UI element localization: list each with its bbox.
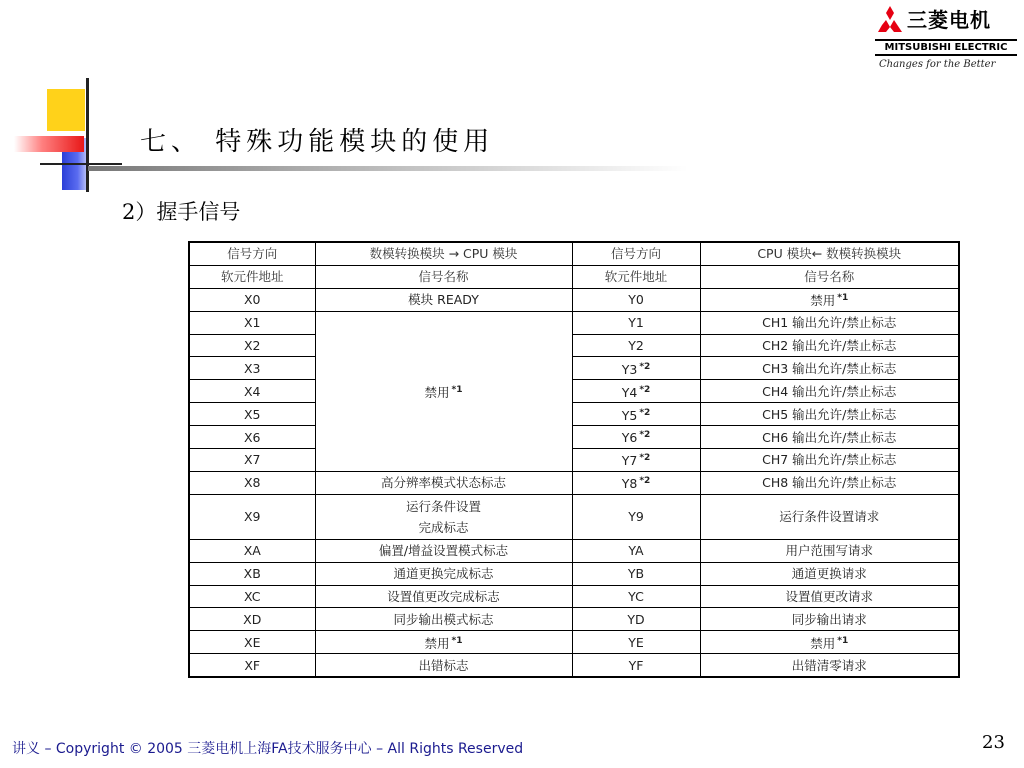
y-signal-name: 出错清零请求 <box>700 654 959 677</box>
subheader-cell: 信号名称 <box>315 265 572 288</box>
x-address: XE <box>189 631 315 654</box>
y-signal-name: 运行条件设置请求 <box>700 494 959 539</box>
x-address: XA <box>189 539 315 562</box>
y-signal-name: CH3 输出允许/禁止标志 <box>700 357 959 380</box>
y-address: Y8 $^{*2}$ <box>572 471 700 494</box>
x-address: X1 <box>189 311 315 334</box>
y-address: Y9 <box>572 494 700 539</box>
table-row <box>189 403 959 426</box>
header-cell: 信号方向 <box>189 242 315 265</box>
x-signal-name: 高分辨率模式状态标志 <box>315 471 572 494</box>
y-signal-name: CH1 输出允许/禁止标志 <box>700 311 959 334</box>
mitsubishi-logo <box>875 4 1020 76</box>
x-signal-name: 通道更换完成标志 <box>315 562 572 585</box>
y-signal-name: 设置值更改请求 <box>700 585 959 608</box>
logo-chinese-name: 三菱电机 <box>907 8 991 32</box>
y-signal-name: CH2 输出允许/禁止标志 <box>700 334 959 357</box>
footnote-mark: *1 <box>451 635 463 646</box>
decor-horizontal-line <box>40 163 122 165</box>
table-row <box>189 426 959 449</box>
y-signal-name: CH6 输出允许/禁止标志 <box>700 426 959 449</box>
decor-yellow-square <box>47 89 85 131</box>
x-signal-name: 设置值更改完成标志 <box>315 585 572 608</box>
copyright-footer: 讲义 – Copyright © 2005 三菱电机上海FA技术服务中心 – All Rights Reserved <box>12 741 524 757</box>
x-signal-name: 运行条件设置 完成标志 <box>315 494 572 539</box>
subheader-cell: 信号名称 <box>700 265 959 288</box>
subheader-cell: 软元件地址 <box>189 265 315 288</box>
x-signal-name: 模块 READY <box>315 288 572 311</box>
table-row <box>189 585 959 608</box>
y-address: Y3 $^{*2}$ <box>572 357 700 380</box>
x-signal-name: 禁用 $^{*1}$ <box>315 631 572 654</box>
page-title: 七、 特殊功能模块的使用 <box>140 127 495 157</box>
section-subtitle: 2）握手信号 <box>122 200 241 224</box>
y-address: YD <box>572 608 700 631</box>
footnote-mark: *2 <box>639 384 651 395</box>
header-cell: CPU 模块← 数模转换模块 <box>700 242 959 265</box>
x-signal-name-merged: 禁用 $^{*1}$ <box>315 311 572 471</box>
footnote-mark: *1 <box>451 384 463 395</box>
decor-red-bar <box>14 136 84 152</box>
x-address: X6 <box>189 426 315 449</box>
y-address: YF <box>572 654 700 677</box>
x-signal-name: 出错标志 <box>315 654 572 677</box>
x-signal-name: 偏置/增益设置模式标志 <box>315 539 572 562</box>
x-signal-name: 同步输出模式标志 <box>315 608 572 631</box>
table-subheader-row <box>189 265 959 288</box>
y-signal-name: 用户范围写请求 <box>700 539 959 562</box>
y-address: Y5 $^{*2}$ <box>572 403 700 426</box>
x-address: X4 <box>189 380 315 403</box>
table-row <box>189 494 959 539</box>
table-row <box>189 334 959 357</box>
y-signal-name: 禁用 $^{*1}$ <box>700 631 959 654</box>
table-row <box>189 471 959 494</box>
x-address: X8 <box>189 471 315 494</box>
x-address: X5 <box>189 403 315 426</box>
table-row <box>189 631 959 654</box>
x-address: X9 <box>189 494 315 539</box>
x-address: X2 <box>189 334 315 357</box>
table-row <box>189 608 959 631</box>
y-signal-name: CH4 输出允许/禁止标志 <box>700 380 959 403</box>
table-row <box>189 539 959 562</box>
table-row <box>189 311 959 334</box>
y-address: Y7 $^{*2}$ <box>572 449 700 472</box>
footnote-mark: *2 <box>639 453 651 464</box>
y-address: Y4 $^{*2}$ <box>572 380 700 403</box>
x-address: XD <box>189 608 315 631</box>
footnote-mark: *1 <box>837 293 849 304</box>
y-signal-name: 同步输出请求 <box>700 608 959 631</box>
page-number: 23 <box>982 732 1005 753</box>
y-signal-name: CH8 输出允许/禁止标志 <box>700 471 959 494</box>
y-signal-name: 禁用 $^{*1}$ <box>700 288 959 311</box>
handshake-signal-table <box>188 241 960 678</box>
x-address: X3 <box>189 357 315 380</box>
x-address: XF <box>189 654 315 677</box>
footnote-mark: *1 <box>837 635 849 646</box>
logo-tagline: Changes for the Better <box>879 59 996 70</box>
table-header-row <box>189 242 959 265</box>
footnote-mark: *2 <box>639 476 651 487</box>
table-row <box>189 562 959 585</box>
footnote-mark: *2 <box>639 430 651 441</box>
x-address: XC <box>189 585 315 608</box>
header-cell: 数模转换模块 → CPU 模块 <box>315 242 572 265</box>
x-address: XB <box>189 562 315 585</box>
x-address: X7 <box>189 449 315 472</box>
subheader-cell: 软元件地址 <box>572 265 700 288</box>
table-row <box>189 380 959 403</box>
y-address: YA <box>572 539 700 562</box>
header-cell: 信号方向 <box>572 242 700 265</box>
y-address: Y6 $^{*2}$ <box>572 426 700 449</box>
y-signal-name: 通道更换请求 <box>700 562 959 585</box>
y-address: Y2 <box>572 334 700 357</box>
logo-english-name: MITSUBISHI ELECTRIC <box>875 39 1017 56</box>
table-row <box>189 288 959 311</box>
footnote-mark: *2 <box>639 407 651 418</box>
y-signal-name: CH7 输出允许/禁止标志 <box>700 449 959 472</box>
y-address: Y0 <box>572 288 700 311</box>
decor-vertical-line <box>86 78 89 192</box>
footnote-mark: *2 <box>639 361 651 372</box>
three-diamonds-icon <box>875 6 905 32</box>
table-row <box>189 654 959 677</box>
y-address: YC <box>572 585 700 608</box>
x-address: X0 <box>189 288 315 311</box>
y-signal-name: CH5 输出允许/禁止标志 <box>700 403 959 426</box>
table-row <box>189 449 959 472</box>
table-row <box>189 357 959 380</box>
y-address: Y1 <box>572 311 700 334</box>
y-address: YB <box>572 562 700 585</box>
y-address: YE <box>572 631 700 654</box>
title-underline <box>88 166 688 171</box>
